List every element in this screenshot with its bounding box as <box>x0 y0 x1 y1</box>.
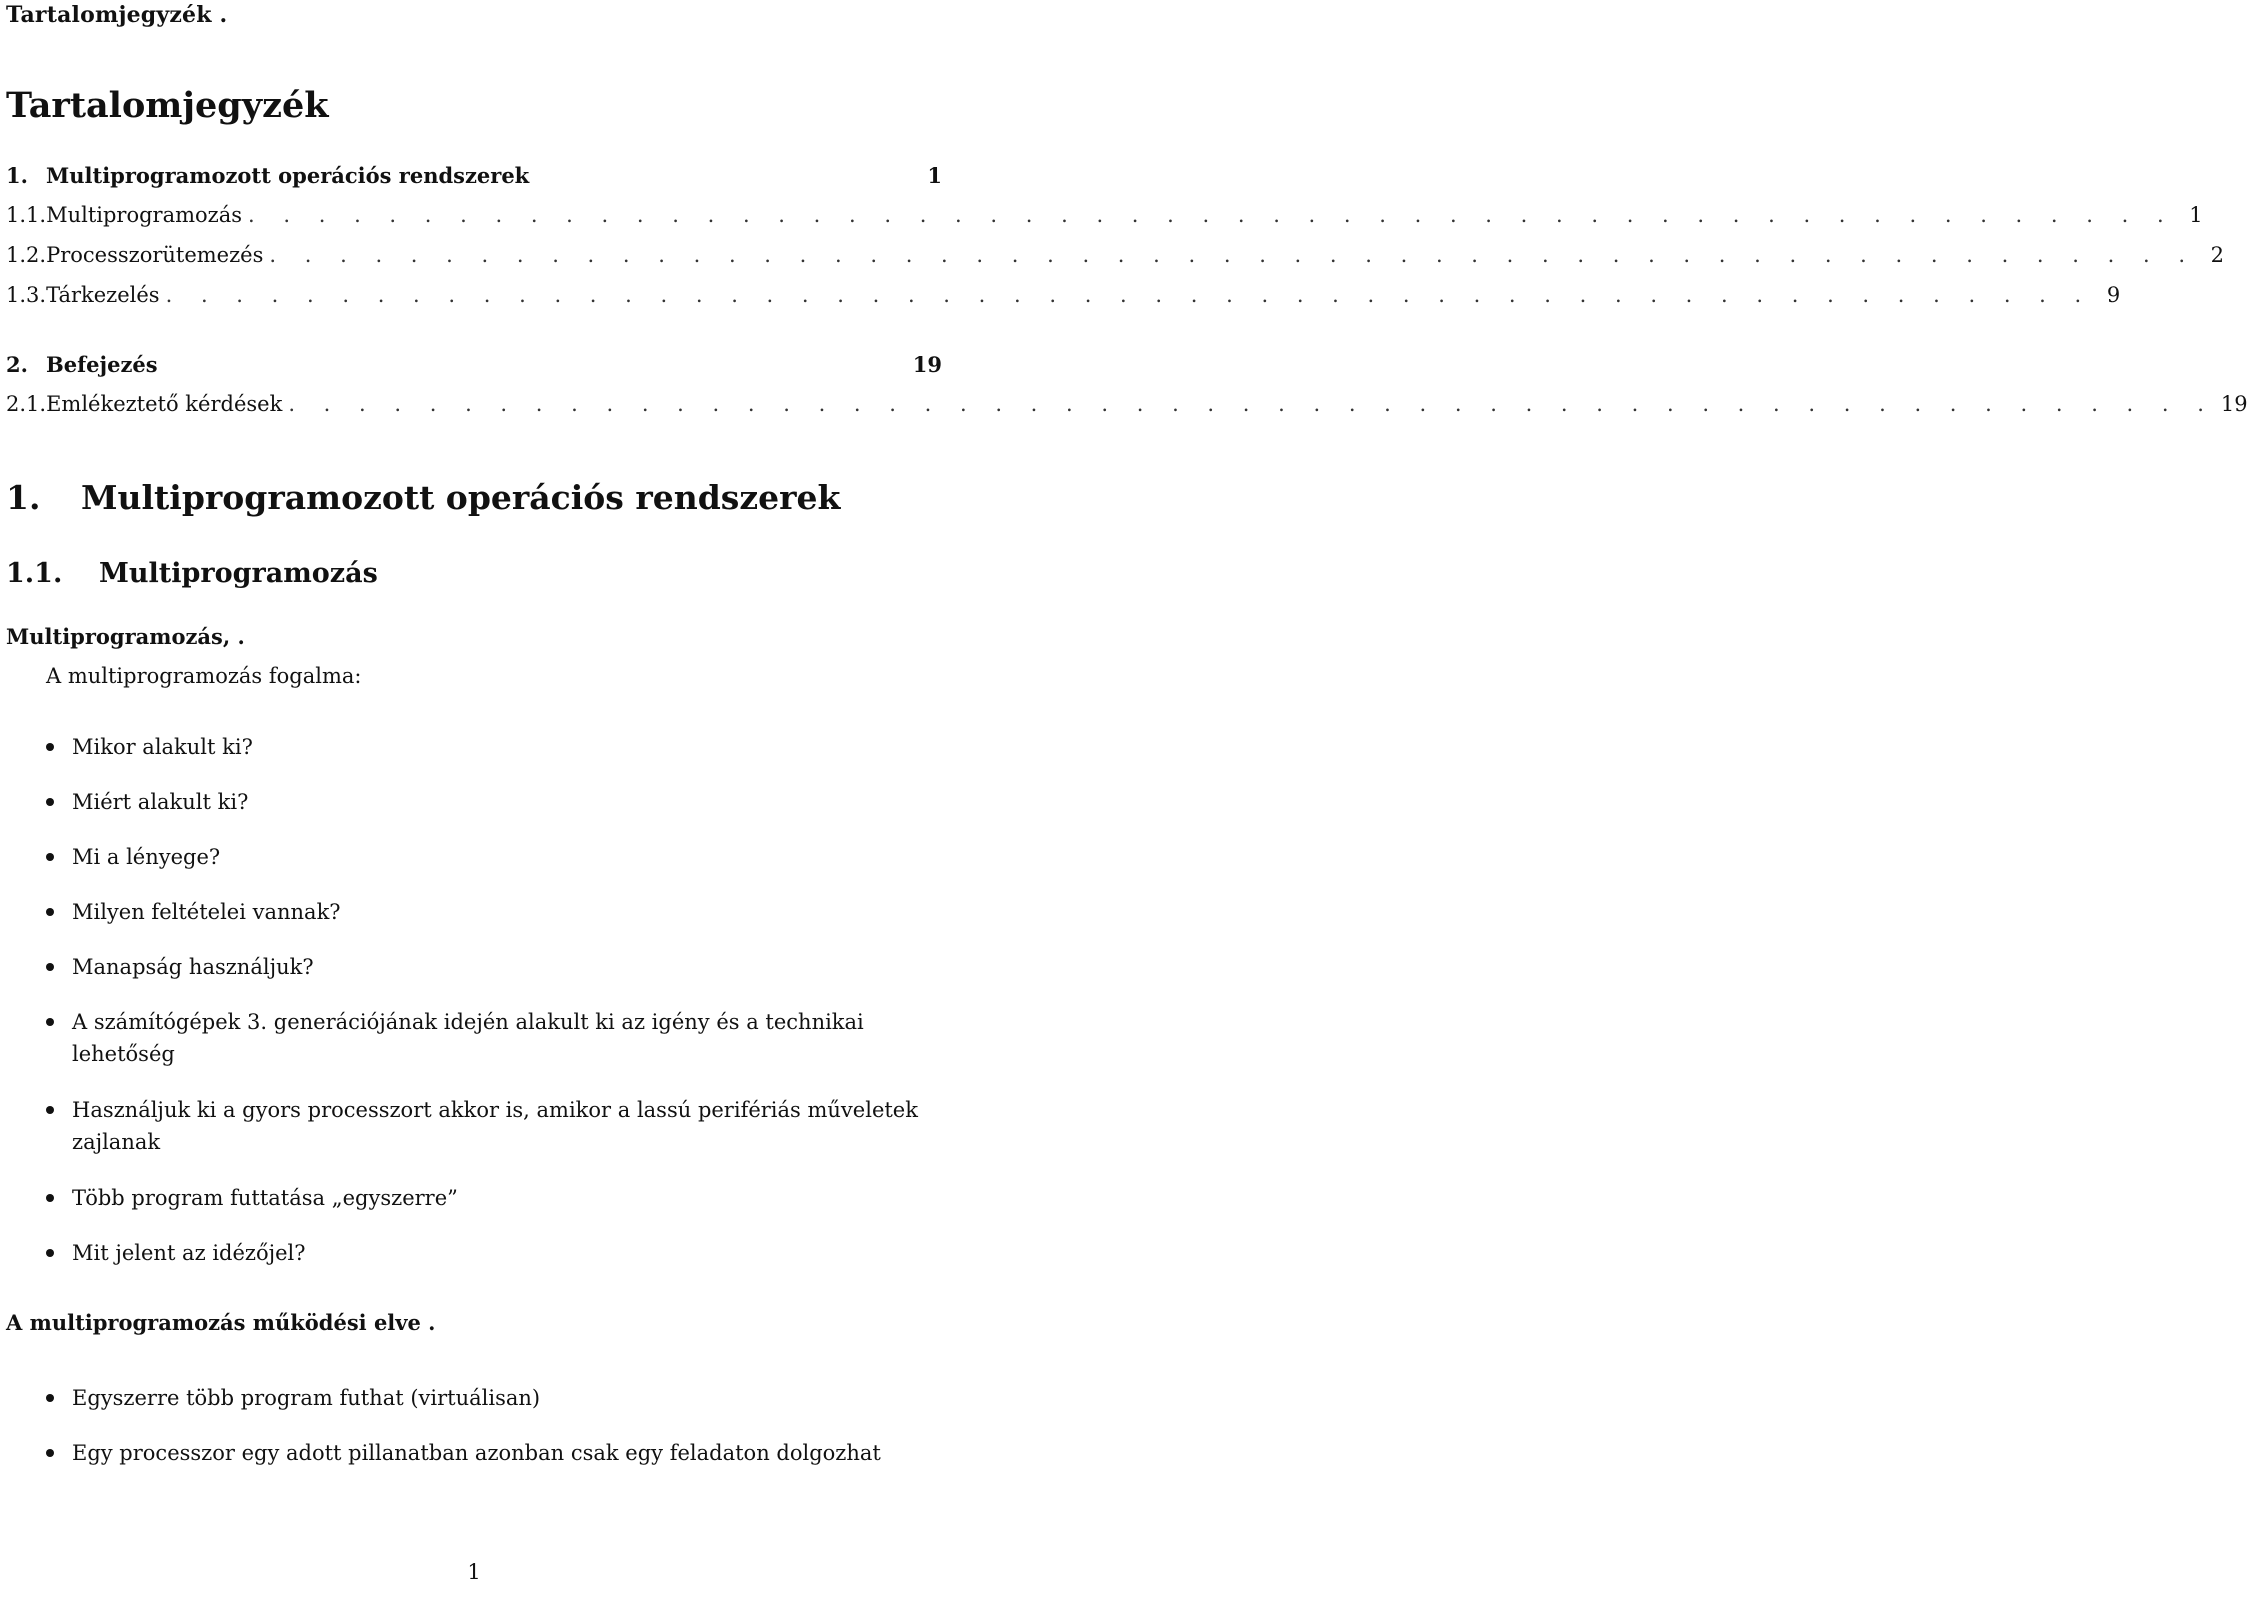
bullet-icon <box>46 1018 54 1026</box>
bullet-icon <box>46 1394 54 1402</box>
toc-entry-number: 2. <box>6 352 28 377</box>
bullet-icon <box>46 1106 54 1114</box>
list-item <box>6 1437 942 1469</box>
toc-entry-page: 2 <box>2210 243 2224 267</box>
toc-entry-number: 1.3. <box>6 283 47 307</box>
bullet-icon <box>46 963 54 971</box>
toc-entry-number: 1.2. <box>6 243 47 267</box>
list-item-text: Mi a lényege? <box>72 845 221 869</box>
toc-entry-title: Processzorütemezés <box>46 243 264 267</box>
toc-dot-leader: . . . . . . . . . . . . . . . . . . . . . . . . . . . . . . . . . . . . . . . . . . . . . . . . . . . . . . . <box>269 243 2196 267</box>
toc-entry-page: 1 <box>2189 203 2203 227</box>
document-page <box>6 0 2248 1600</box>
toc-entry-number: 1.1. <box>6 203 47 227</box>
bullet-icon <box>46 908 54 916</box>
bullet-icon <box>46 1194 54 1202</box>
list-item <box>6 1237 942 1269</box>
list-item <box>6 1006 942 1070</box>
toc-entry-title: Emlékeztető kérdések <box>46 392 283 416</box>
paragraph-heading: A multiprogramozás működési elve . <box>6 1310 436 1335</box>
toc-entry-page: 19 <box>912 352 942 377</box>
bullet-icon <box>46 798 54 806</box>
paragraph-heading: Multiprogramozás, . <box>6 624 245 649</box>
list-item-text: Több program futtatása „egyszerre” <box>72 1186 458 1210</box>
toc-dot-leader: . . . . . . . . . . . . . . . . . . . . . . . . . . . . . . . . . . . . . . . . . . . . . . . . . . . . . . . <box>165 283 2093 307</box>
toc-dot-leader: . . . . . . . . . . . . . . . . . . . . . . . . . . . . . . . . . . . . . . . . . . . . . . . . . . . . . . . <box>248 203 2175 227</box>
bullet-icon <box>46 743 54 751</box>
chapter-title: Multiprogramozott operációs rendszerek <box>81 478 841 517</box>
running-head: Tartalomjegyzék . <box>6 2 228 28</box>
list-item <box>6 951 942 983</box>
toc-entry[interactable] <box>6 203 2203 233</box>
list-item <box>6 1094 942 1158</box>
toc-entry[interactable] <box>6 243 2224 273</box>
toc-entry-page: 9 <box>2106 283 2121 307</box>
toc-entry[interactable] <box>6 283 2121 313</box>
list-item <box>6 1182 942 1214</box>
list-item-text: Milyen feltételei vannak? <box>72 900 341 924</box>
section-title: Multiprogramozás <box>99 558 378 589</box>
chapter-number: 1. <box>6 478 41 517</box>
toc-entry[interactable] <box>6 392 2248 422</box>
list-item <box>6 896 942 928</box>
bullet-icon <box>46 1249 54 1257</box>
toc-entry-number: 2.1. <box>6 392 47 416</box>
list-item-text: Használjuk ki a gyors processzort akkor is, amikor a lassú perifériás műveletek zajlanak <box>72 1098 918 1154</box>
list-item-text: A számítógépek 3. generációjának idején alakult ki az igény és a technikai lehetőség <box>72 1010 864 1066</box>
list-item <box>6 1382 942 1414</box>
toc-entry-page: 1 <box>927 163 942 188</box>
chapter-heading <box>6 478 840 517</box>
list-item-text: Mikor alakult ki? <box>72 735 253 759</box>
intro-text: A multiprogramozás fogalma: <box>46 664 362 688</box>
list-item-text: Egy processzor egy adott pillanatban azonban csak egy feladaton dolgozhat <box>72 1441 881 1465</box>
list-item <box>6 731 942 763</box>
toc-title: Tartalomjegyzék <box>6 85 329 126</box>
toc-entry-number: 1. <box>6 163 28 188</box>
list-item <box>6 841 942 873</box>
toc-entry-page: 19 <box>2220 392 2248 416</box>
toc-entry-title: Befejezés <box>46 352 158 377</box>
list-item-text: Miért alakult ki? <box>72 790 249 814</box>
toc-entry-title: Multiprogramozás <box>46 203 243 227</box>
list-item <box>6 786 942 818</box>
toc-dot-leader: . . . . . . . . . . . . . . . . . . . . . . . . . . . . . . . . . . . . . . . . . . . . . . . . . . . . . . . <box>288 392 2215 416</box>
section-number: 1.1. <box>6 558 63 589</box>
bullet-icon <box>46 1449 54 1457</box>
bullet-icon <box>46 853 54 861</box>
section-heading <box>6 558 378 589</box>
toc-entry[interactable] <box>6 163 942 193</box>
list-item-text: Egyszerre több program futhat (virtuálisan) <box>72 1386 541 1410</box>
toc-entry-title: Multiprogramozott operációs rendszerek <box>46 163 530 188</box>
page-number: 1 <box>467 1560 481 1584</box>
list-item-text: Mit jelent az idézőjel? <box>72 1241 306 1265</box>
toc-entry-title: Tárkezelés <box>46 283 160 307</box>
list-item-text: Manapság használjuk? <box>72 955 314 979</box>
toc-entry[interactable] <box>6 352 942 382</box>
